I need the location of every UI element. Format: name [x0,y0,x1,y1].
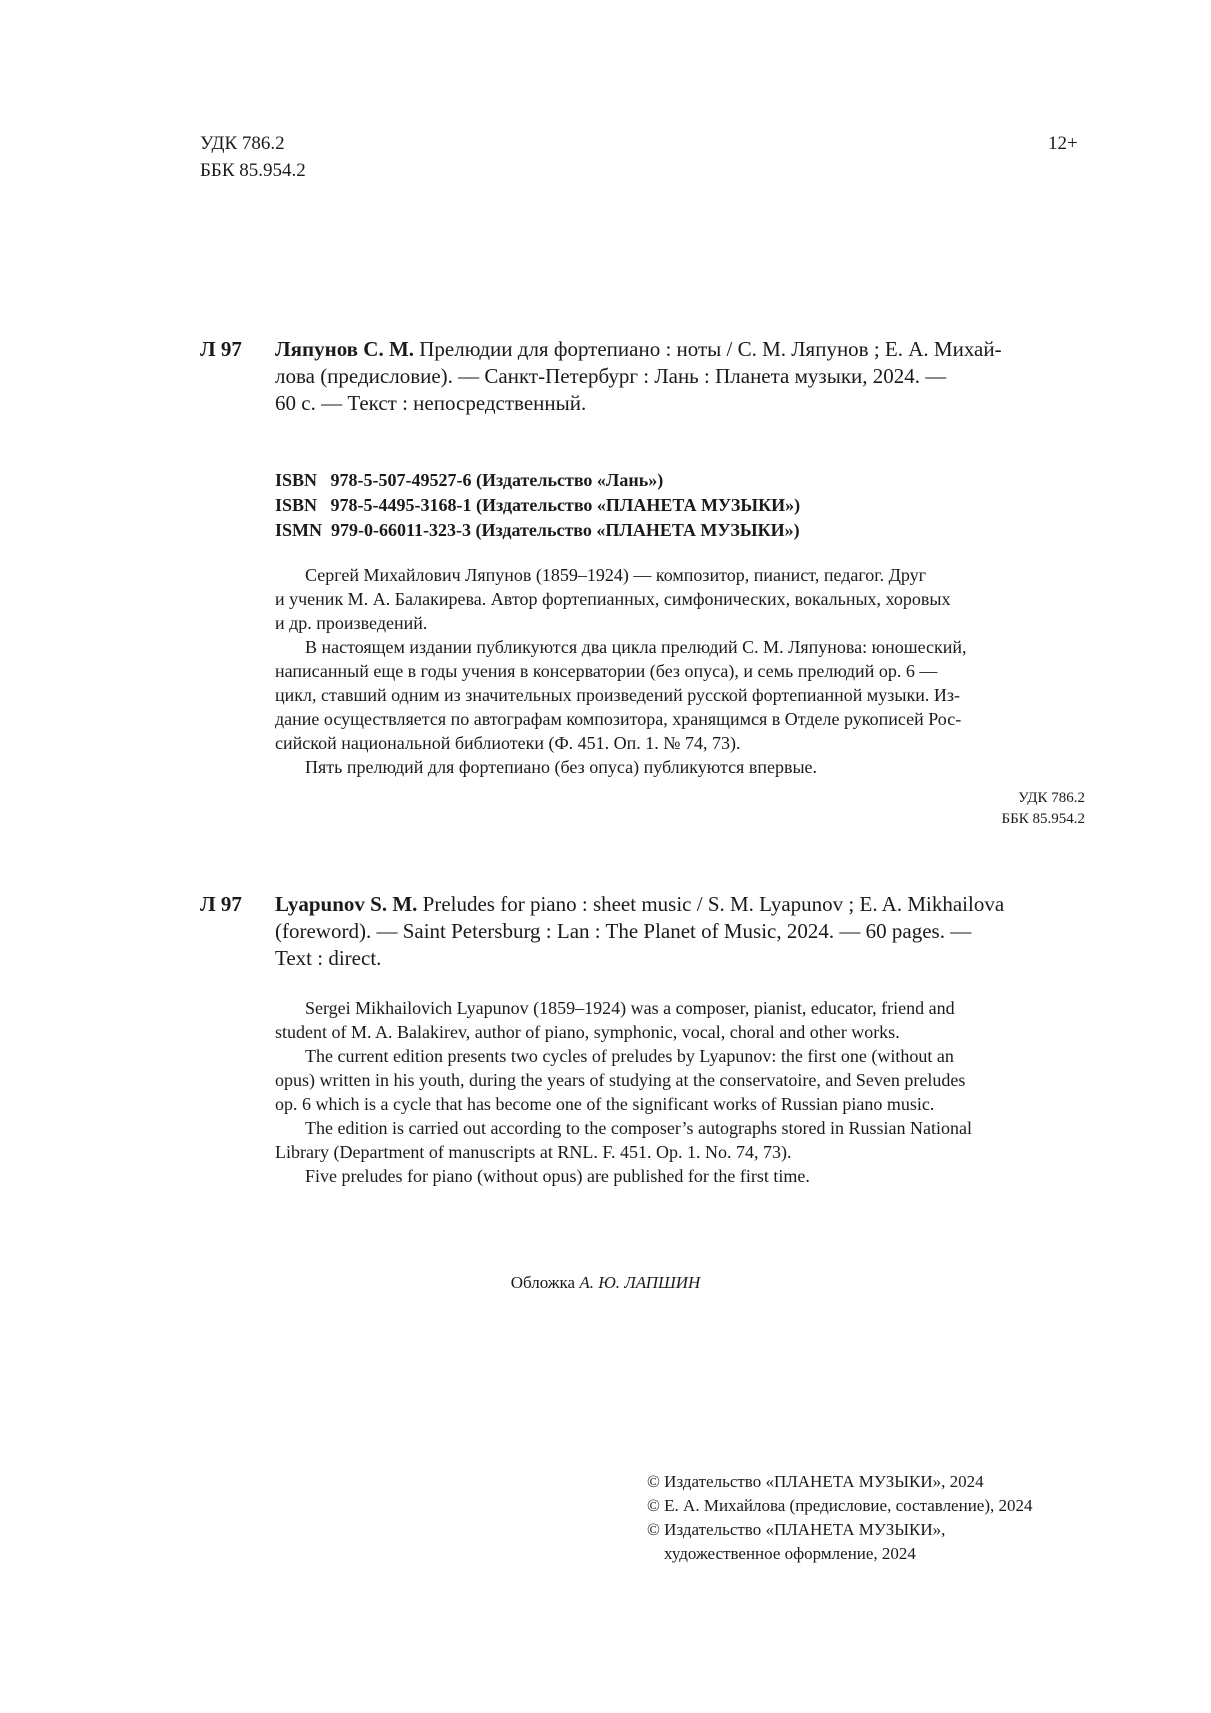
annotation-line: и ученик М. А. Балакирева. Автор фортепианных, симфонических, вокальных, хоровых [275,589,951,609]
annotation-line: Sergei Mikhailovich Lyapunov (1859–1924) was a composer, pianist, educator, friend and [305,998,955,1018]
annotation-line: написанный еще в годы учения в консерватории (без опуса), и семь прелюдий ор. 6 — [275,661,938,681]
annotation-line: Сергей Михайлович Ляпунов (1859–1924) — композитор, пианист, педагог. Друг [305,565,927,585]
annotation-line: Пять прелюдий для фортепиано (без опуса) публикуются впервые. [305,757,818,777]
bbk-code: ББК 85.954.2 [200,160,306,181]
bbk-code-small: ББК 85.954.2 [1001,811,1085,827]
annotation-line: В настоящем издании публикуются два цикла прелюдий С. М. Ляпунова: юношеский, [305,637,967,657]
age-rating: 12+ [1048,133,1078,154]
ismn-planeta: ISMN 979-0-66011-323-3 (Издательство «ПЛАНЕТА МУЗЫКИ») [275,520,800,540]
record-line: лова (предисловие). — Санкт-Петербург : Лань : Планета музыки, 2024. — [275,364,947,388]
udk-code: УДК 786.2 [200,133,285,154]
copyright-line: © Е. А. Михайлова (предисловие, составление), 2024 [647,1496,1033,1515]
annotation-line: Five preludes for piano (without opus) are published for the first time. [305,1166,810,1186]
annotation-line: и др. произведений. [275,613,428,633]
record-author: Lyapunov S. M. [275,892,418,916]
annotation-line: сийской национальной библиотеки (Ф. 451. Оп. 1. № 74, 73). [275,733,741,753]
annotation-line: дание осуществляется по автографам композитора, хранящимся в Отделе рукописей Рос- [275,709,962,729]
annotation-line: opus) written in his youth, during the years of studying at the conservatoire, and Seven preludes [275,1070,966,1090]
author-sign-ru: Л 97 [200,337,242,361]
record-line [275,336,1085,363]
record-line: Text : direct. [275,946,382,970]
classification-small [1002,788,1085,830]
author-sign-en: Л 97 [200,892,242,916]
udk-code-small: УДК 786.2 [1018,790,1085,806]
bibliographic-record-ru [275,336,1085,417]
record-author: Ляпунов С. М. [275,337,415,361]
copyright-line: © Издательство «ПЛАНЕТА МУЗЫКИ», [647,1520,946,1539]
annotation-line: The edition is carried out according to the composer’s autographs stored in Russian National [305,1118,973,1138]
copyright-block [647,1470,1033,1566]
record-text: Прелюдии для фортепиано : ноты / С. М. Ляпунов ; Е. А. Михай- [414,337,1002,361]
cover-label: Обложка [510,1273,580,1292]
bibliographic-record-en [275,891,1085,972]
cover-credit [0,1271,1211,1295]
record-text: Preludes for piano : sheet music / S. M. Lyapunov ; E. A. Mikhailova [417,892,1005,916]
cover-designer: А. Ю. ЛАПШИН [579,1273,701,1292]
copyright-line: © Издательство «ПЛАНЕТА МУЗЫКИ», 2024 [647,1472,984,1491]
annotation-line: student of M. A. Balakirev, author of piano, symphonic, vocal, choral and other works. [275,1022,900,1042]
record-line: 60 с. — Текст : непосредственный. [275,391,587,415]
classification-block [200,130,306,184]
annotation-en [275,996,1085,1188]
annotation-line: op. 6 which is a cycle that has become one of the significant works of Russian piano music. [275,1094,935,1114]
annotation-line: Library (Department of manuscripts at RNL. F. 451. Op. 1. No. 74, 73). [275,1142,792,1162]
isbn-planeta: ISBN 978-5-4495-3168-1 (Издательство «ПЛАНЕТА МУЗЫКИ») [275,495,801,515]
annotation-line: The current edition presents two cycles of preludes by Lyapunov: the first one (without an [305,1046,954,1066]
identifier-block [275,468,800,543]
annotation-line: цикл, ставший одним из значительных произведений русской фортепианной музыки. Из- [275,685,960,705]
isbn-lan: ISBN 978-5-507-49527-6 (Издательство «Лань») [275,470,664,490]
record-line [275,891,1085,918]
annotation-ru [275,563,1085,779]
record-line: (foreword). — Saint Petersburg : Lan : The Planet of Music, 2024. — 60 pages. — [275,919,972,943]
copyright-line: художественное оформление, 2024 [664,1544,916,1563]
